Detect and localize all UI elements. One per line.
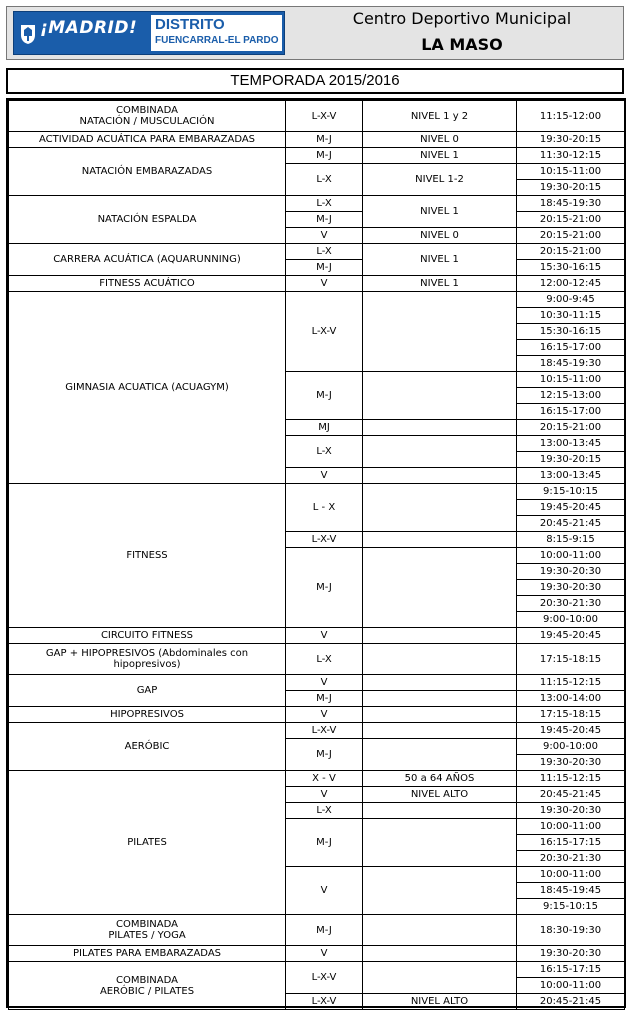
- level-cell: [363, 292, 517, 372]
- time-cell: 9:00-10:00: [517, 612, 625, 628]
- center-name: Centro Deportivo Municipal: [352, 9, 572, 28]
- table-row: [9, 628, 625, 644]
- level-cell: NIVEL ALTO: [363, 787, 517, 803]
- time-cell: 19:30-20:30: [517, 580, 625, 596]
- table-row: [9, 484, 625, 500]
- level-cell: [363, 803, 517, 819]
- days-cell: V: [286, 675, 363, 691]
- level-cell: [363, 468, 517, 484]
- time-cell: 11:15-12:15: [517, 771, 625, 787]
- days-cell: L-X-V: [286, 962, 363, 994]
- level-cell: [363, 628, 517, 644]
- activity-name: HIPOPRESIVOS: [9, 707, 286, 723]
- level-cell: [363, 739, 517, 771]
- time-cell: 10:30-11:15: [517, 308, 625, 324]
- days-cell: M-J: [286, 915, 363, 946]
- activity-name: NATACIÓN ESPALDA: [9, 196, 286, 244]
- days-cell: M-J: [286, 691, 363, 707]
- days-cell: V: [286, 276, 363, 292]
- time-cell: 10:00-11:00: [517, 867, 625, 883]
- time-cell: 19:30-20:30: [517, 803, 625, 819]
- time-cell: 13:00-14:00: [517, 691, 625, 707]
- table-row: [9, 292, 625, 308]
- time-cell: 9:15-10:15: [517, 899, 625, 915]
- level-cell: [363, 962, 517, 994]
- page-header: [6, 6, 624, 60]
- activity-name: PILATES PARA EMBARAZADAS: [9, 946, 286, 962]
- activity-name: AERÓBIC: [9, 723, 286, 771]
- days-cell: L-X: [286, 644, 363, 675]
- table-row: [9, 196, 625, 212]
- days-cell: V: [286, 468, 363, 484]
- time-cell: 19:45-20:45: [517, 500, 625, 516]
- time-cell: 19:30-20:15: [517, 132, 625, 148]
- activity-name: COMBINADA AERÓBIC / PILATES: [9, 962, 286, 1010]
- time-cell: 20:45-21:45: [517, 516, 625, 532]
- activity-name: ACTIVIDAD ACUÁTICA PARA EMBARAZADAS: [9, 132, 286, 148]
- days-cell: X - V: [286, 771, 363, 787]
- district-label-box: [151, 15, 282, 51]
- time-cell: 9:15-10:15: [517, 484, 625, 500]
- level-cell: [363, 372, 517, 420]
- level-cell: NIVEL 1 y 2: [363, 101, 517, 132]
- days-cell: V: [286, 787, 363, 803]
- level-cell: [363, 675, 517, 691]
- level-cell: [363, 691, 517, 707]
- level-cell: NIVEL 1: [363, 196, 517, 228]
- activity-name: CARRERA ACUÁTICA (AQUARUNNING): [9, 244, 286, 276]
- days-cell: V: [286, 228, 363, 244]
- level-cell: NIVEL 0: [363, 132, 517, 148]
- days-cell: M-J: [286, 548, 363, 628]
- district-label: DISTRITO: [155, 16, 225, 33]
- time-cell: 10:00-11:00: [517, 819, 625, 835]
- level-cell: NIVEL 0: [363, 228, 517, 244]
- level-cell: NIVEL 1: [363, 148, 517, 164]
- time-cell: 20:45-21:45: [517, 994, 625, 1010]
- time-cell: 13:00-13:45: [517, 468, 625, 484]
- days-cell: MJ: [286, 420, 363, 436]
- days-cell: L-X-V: [286, 723, 363, 739]
- time-cell: 16:15-17:15: [517, 962, 625, 978]
- table-row: [9, 644, 625, 675]
- table-row: [9, 962, 625, 978]
- time-cell: 9:00-10:00: [517, 739, 625, 755]
- time-cell: 12:00-12:45: [517, 276, 625, 292]
- time-cell: 15:30-16:15: [517, 324, 625, 340]
- time-cell: 19:30-20:30: [517, 564, 625, 580]
- days-cell: L-X: [286, 436, 363, 468]
- time-cell: 20:15-21:00: [517, 228, 625, 244]
- days-cell: L-X-V: [286, 292, 363, 372]
- time-cell: 13:00-13:45: [517, 436, 625, 452]
- time-cell: 20:45-21:45: [517, 787, 625, 803]
- time-cell: 19:30-20:30: [517, 946, 625, 962]
- time-cell: 20:15-21:00: [517, 212, 625, 228]
- days-cell: M-J: [286, 739, 363, 771]
- level-cell: [363, 867, 517, 915]
- table-row: [9, 132, 625, 148]
- table-row: [9, 723, 625, 739]
- days-cell: L - X: [286, 484, 363, 532]
- level-cell: [363, 644, 517, 675]
- level-cell: [363, 819, 517, 867]
- days-cell: V: [286, 946, 363, 962]
- time-cell: 20:30-21:30: [517, 851, 625, 867]
- time-cell: 9:00-9:45: [517, 292, 625, 308]
- table-row: [9, 675, 625, 691]
- time-cell: 18:45-19:30: [517, 196, 625, 212]
- time-cell: 15:30-16:15: [517, 260, 625, 276]
- days-cell: L-X: [286, 196, 363, 212]
- level-cell: NIVEL 1: [363, 276, 517, 292]
- days-cell: L-X-V: [286, 101, 363, 132]
- activity-name: FITNESS ACUÁTICO: [9, 276, 286, 292]
- table-row: [9, 148, 625, 164]
- level-cell: NIVEL 1: [363, 244, 517, 276]
- time-cell: 20:15-21:00: [517, 420, 625, 436]
- table-row: [9, 276, 625, 292]
- activity-name: GAP: [9, 675, 286, 707]
- time-cell: 19:45-20:45: [517, 628, 625, 644]
- days-cell: L-X: [286, 803, 363, 819]
- time-cell: 10:00-11:00: [517, 978, 625, 994]
- activity-name: COMBINADA NATACIÓN / MUSCULACIÓN: [9, 101, 286, 132]
- time-cell: 19:30-20:15: [517, 180, 625, 196]
- table-row: [9, 101, 625, 132]
- days-cell: M-J: [286, 260, 363, 276]
- days-cell: M-J: [286, 212, 363, 228]
- district-name: FUENCARRAL-EL PARDO: [155, 35, 279, 46]
- time-cell: 16:15-17:15: [517, 835, 625, 851]
- level-cell: [363, 484, 517, 532]
- time-cell: 16:15-17:00: [517, 404, 625, 420]
- activity-name: COMBINADA PILATES / YOGA: [9, 915, 286, 946]
- table-row: [9, 771, 625, 787]
- table-row: [9, 244, 625, 260]
- activity-name: CIRCUITO FITNESS: [9, 628, 286, 644]
- activity-name: FITNESS: [9, 484, 286, 628]
- level-cell: [363, 532, 517, 548]
- table-row: [9, 707, 625, 723]
- level-cell: NIVEL ALTO: [363, 994, 517, 1010]
- days-cell: V: [286, 628, 363, 644]
- days-cell: L-X: [286, 244, 363, 260]
- level-cell: NIVEL 1-2: [363, 164, 517, 196]
- level-cell: [363, 548, 517, 628]
- madrid-crest-icon: [19, 21, 37, 45]
- schedule-table: [8, 100, 625, 1010]
- days-cell: L-X-V: [286, 532, 363, 548]
- level-cell: [363, 723, 517, 739]
- time-cell: 16:15-17:00: [517, 340, 625, 356]
- table-row: [9, 915, 625, 946]
- time-cell: 19:45-20:45: [517, 723, 625, 739]
- activity-name: NATACIÓN EMBARAZADAS: [9, 148, 286, 196]
- activity-name: PILATES: [9, 771, 286, 915]
- days-cell: M-J: [286, 372, 363, 420]
- days-cell: M-J: [286, 819, 363, 867]
- center-title: LA MASO: [421, 35, 503, 54]
- time-cell: 8:15-9:15: [517, 532, 625, 548]
- days-cell: M-J: [286, 148, 363, 164]
- time-cell: 10:15-11:00: [517, 164, 625, 180]
- days-cell: L-X-V: [286, 994, 363, 1010]
- time-cell: 12:15-13:00: [517, 388, 625, 404]
- days-cell: V: [286, 867, 363, 915]
- madrid-district-logo: [13, 11, 285, 55]
- time-cell: 11:15-12:15: [517, 675, 625, 691]
- time-cell: 10:15-11:00: [517, 372, 625, 388]
- level-cell: [363, 915, 517, 946]
- time-cell: 18:30-19:30: [517, 915, 625, 946]
- level-cell: 50 a 64 AÑOS: [363, 771, 517, 787]
- time-cell: 10:00-11:00: [517, 548, 625, 564]
- days-cell: V: [286, 707, 363, 723]
- time-cell: 11:15-12:00: [517, 101, 625, 132]
- level-cell: [363, 420, 517, 436]
- level-cell: [363, 707, 517, 723]
- activity-name: GIMNASIA ACUATICA (ACUAGYM): [9, 292, 286, 484]
- time-cell: 20:15-21:00: [517, 244, 625, 260]
- time-cell: 11:30-12:15: [517, 148, 625, 164]
- activity-name: GAP + HIPOPRESIVOS (Abdominales con hipopresivos): [9, 644, 286, 675]
- days-cell: M-J: [286, 132, 363, 148]
- time-cell: 19:30-20:15: [517, 452, 625, 468]
- level-cell: [363, 946, 517, 962]
- days-cell: L-X: [286, 164, 363, 196]
- table-row: [9, 946, 625, 962]
- time-cell: 19:30-20:30: [517, 755, 625, 771]
- time-cell: 17:15-18:15: [517, 644, 625, 675]
- logo-madrid-text: ¡MADRID!: [40, 18, 138, 38]
- time-cell: 17:15-18:15: [517, 707, 625, 723]
- level-cell: [363, 436, 517, 468]
- time-cell: 18:45-19:45: [517, 883, 625, 899]
- time-cell: 20:30-21:30: [517, 596, 625, 612]
- season-title: TEMPORADA 2015/2016: [6, 68, 624, 94]
- time-cell: 18:45-19:30: [517, 356, 625, 372]
